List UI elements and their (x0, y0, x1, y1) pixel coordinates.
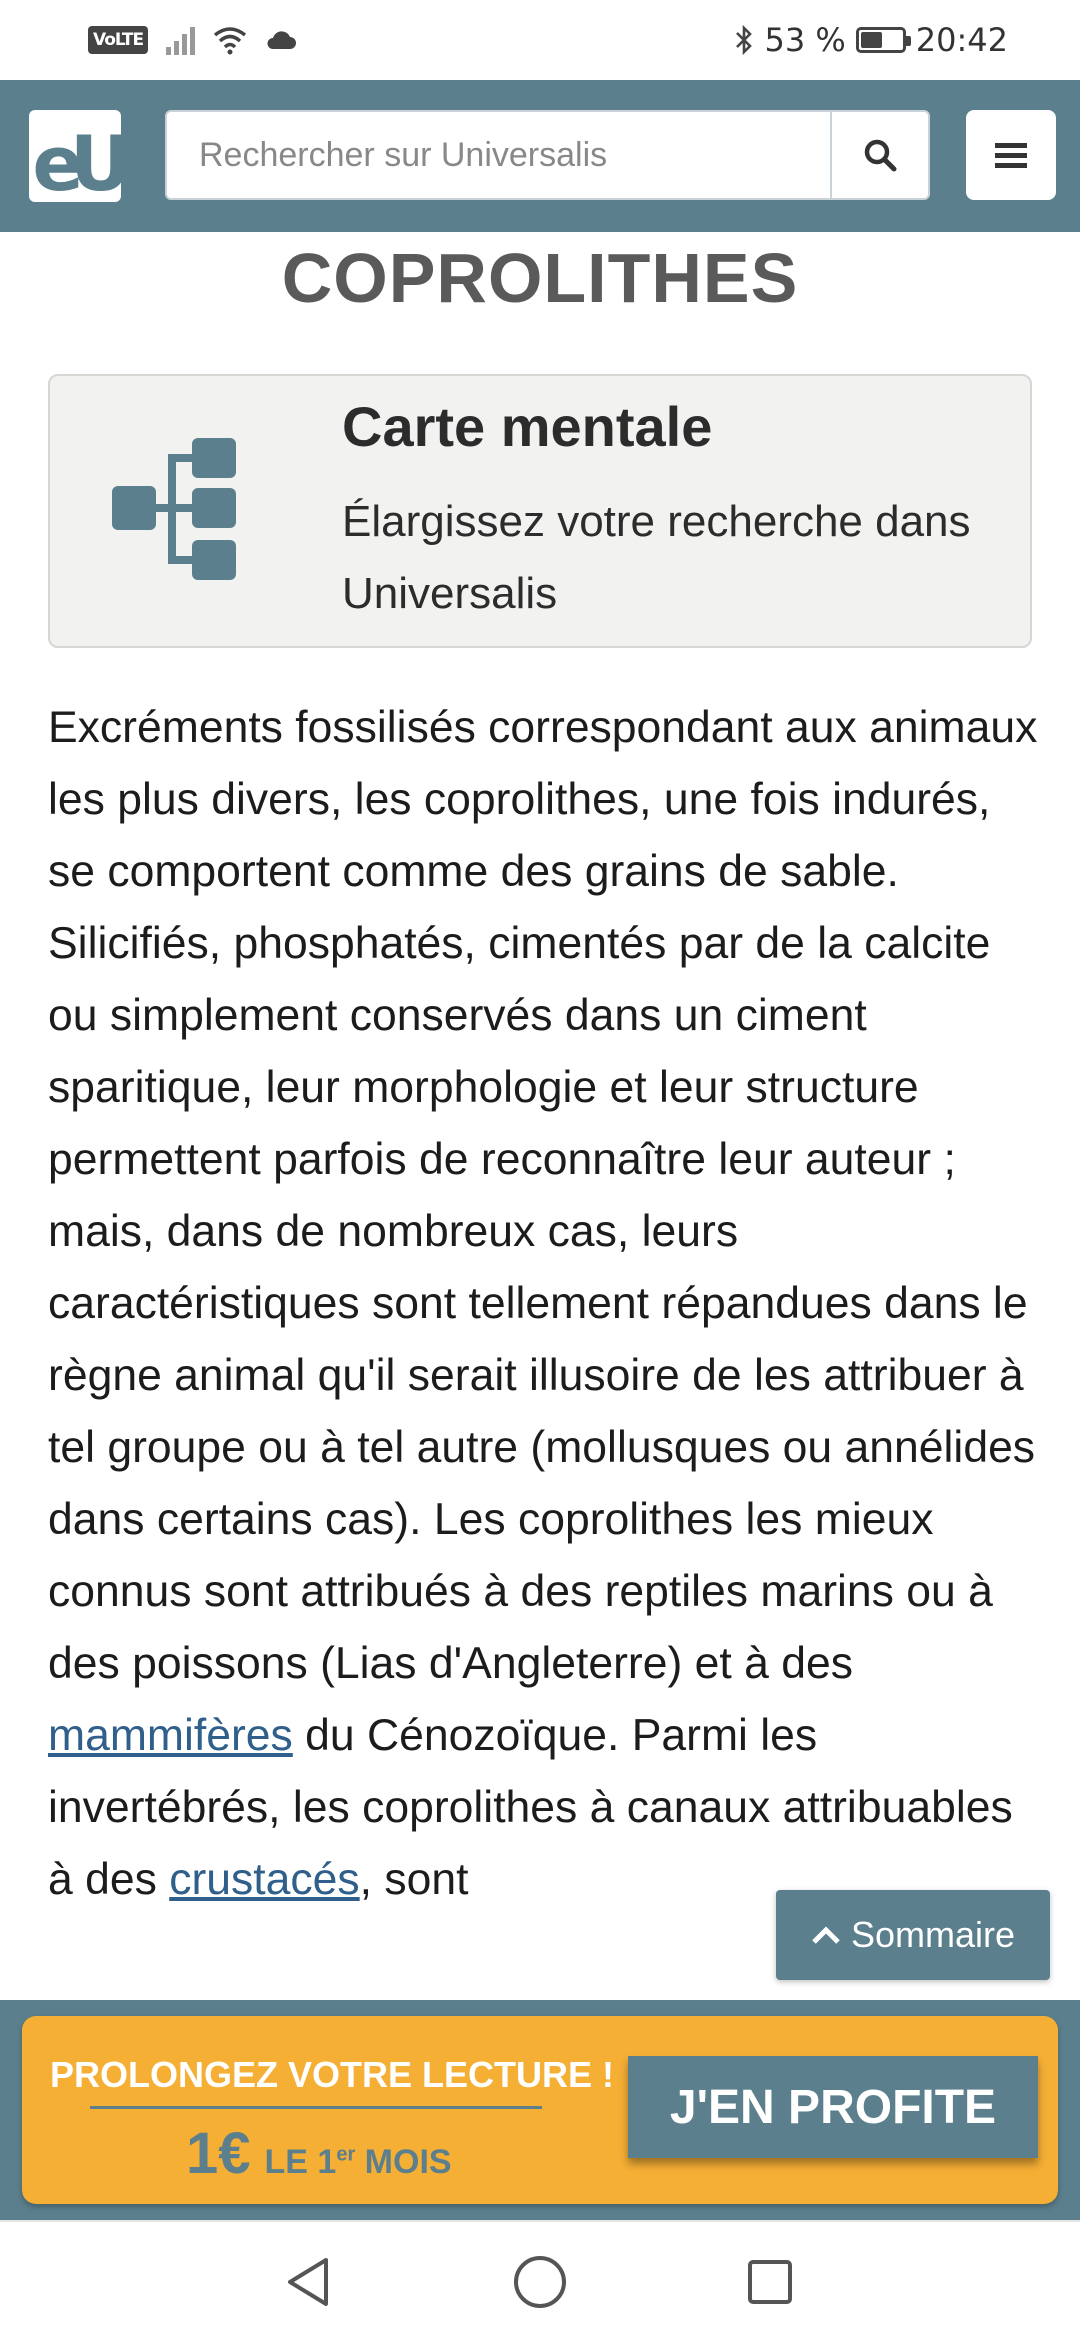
clock: 20:42 (915, 21, 1008, 59)
search-bar (165, 110, 930, 200)
chevron-up-icon (811, 1924, 841, 1946)
promo-box[interactable] (22, 2016, 1058, 2204)
link-mammiferes[interactable]: mammifères (48, 1711, 293, 1760)
wifi-icon (213, 25, 247, 55)
mindmap-card[interactable] (48, 374, 1032, 648)
promo-banner (0, 2000, 1080, 2220)
promo-price-value: 1€ (186, 2121, 251, 2186)
article-body (48, 692, 1048, 1916)
mindmap-subtitle: Élargissez votre recherche dans Universalis (342, 497, 971, 618)
search-input[interactable] (167, 112, 830, 198)
article-text: , sont (359, 1855, 469, 1904)
logo-text: eU (32, 118, 118, 202)
mindmap-icon (110, 436, 240, 586)
bluetooth-icon (734, 24, 754, 56)
promo-period: LE 1er MOIS (264, 2143, 452, 2181)
logo[interactable] (29, 110, 121, 202)
signal-icon (166, 25, 195, 55)
nav-home-button[interactable] (510, 2252, 570, 2312)
menu-button[interactable] (966, 110, 1056, 200)
page-title: COPROLITHES (281, 239, 799, 317)
recents-icon (746, 2258, 794, 2306)
promo-headline: PROLONGEZ VOTRE LECTURE ! (50, 2054, 615, 2095)
nav-back-button[interactable] (278, 2252, 338, 2312)
volte-indicator: VoLTE (88, 26, 148, 54)
site-header (0, 80, 1080, 232)
system-nav-bar (0, 2220, 1080, 2340)
sommaire-label: Sommaire (850, 1914, 1016, 1955)
search-icon (862, 137, 898, 173)
battery-icon (856, 27, 906, 53)
status-bar (0, 0, 1080, 80)
back-icon (284, 2256, 332, 2308)
promo-cta-button[interactable]: J'EN PROFITE (628, 2056, 1038, 2158)
home-icon (512, 2254, 568, 2310)
link-crustaces[interactable]: crustacés (169, 1855, 360, 1904)
sommaire-button[interactable] (776, 1890, 1050, 1980)
hamburger-icon (995, 141, 1027, 169)
promo-divider (90, 2106, 542, 2109)
article-text: du Cénozoïque. Parmi les invertébrés, les coprolithes à canaux attribuables à des (48, 1711, 1013, 1904)
status-right (734, 18, 1008, 62)
battery-percent: 53 % (764, 21, 846, 59)
article-text: Excréments fossilisés correspondant aux animaux les plus divers, les coprolithes, une fois indurés, se comportent comme des grains de sable. Silicifiés, phosphatés, cimentés par de la calcite ou simplement conservés dans un ciment sparitique, leur morphologie et leur structure permettent parfois de reconnaître leur auteur ; mais, dans de nombreux cas, leurs caractéristiques sont tellement répandues dans le règne animal qu'il serait illusoire de les attribuer à tel groupe ou à tel autre (mollusques ou annélides dans certains cas). Les coprolithes les mieux connus sont attribués à des reptiles marins ou à des poissons (Lias d'Angleterre) et à des (48, 703, 1038, 1688)
battery-fill (861, 32, 882, 48)
nav-recents-button[interactable] (740, 2252, 800, 2312)
promo-price (186, 2120, 452, 2187)
search-button[interactable] (830, 112, 928, 198)
mindmap-title: Carte mentale (342, 395, 713, 458)
status-left (88, 20, 297, 60)
cloud-icon (265, 29, 297, 51)
